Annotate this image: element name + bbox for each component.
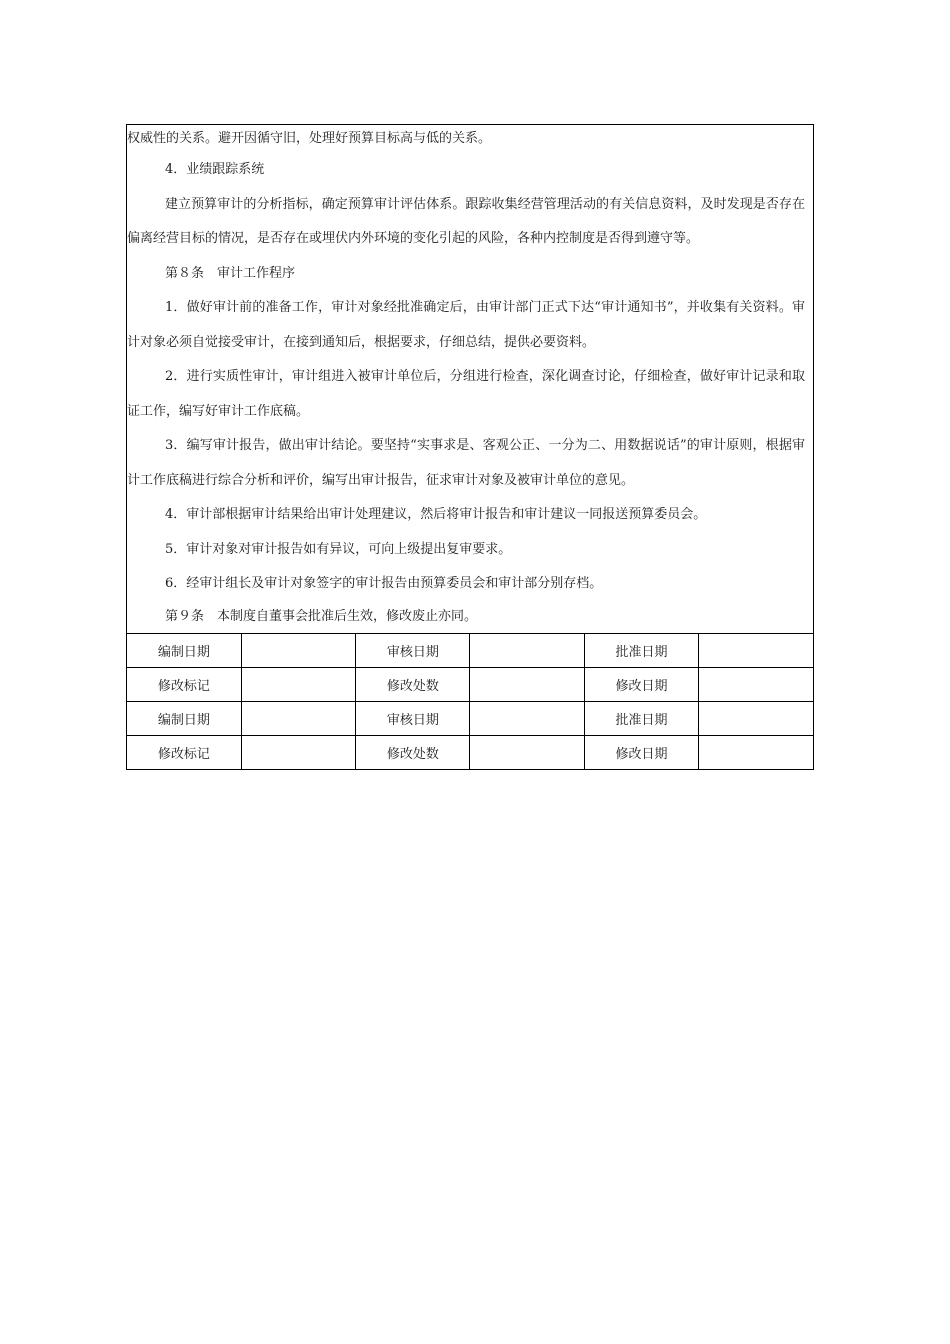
approval-table [127,633,813,769]
table-cell-value [699,701,813,735]
procedure-step-6: 6．经审计组长及审计对象签字的审计报告由预算委员会和审计部分别存档。 [165,576,603,591]
procedure-step-4: 4．审计部根据审计结果给出审计处理建议，然后将审计报告和审计建议一同报送预算委员会。 [165,507,707,522]
procedure-step-1: 1．做好审计前的准备工作，审计对象经批准确定后，由审计部门正式下达“审计通知书”，并收集有关资料。审计对象必须自觉接受审计，在接到通知后，根据要求，仔细总结，提供必要资料。 [127,300,805,350]
table-cell-label: 修改标记 [127,667,241,701]
table-cell-label: 批准日期 [584,701,698,735]
table-cell-label: 编制日期 [127,633,241,667]
document-frame [126,124,814,770]
table-row [127,667,813,701]
procedure-step-2: 2．进行实质性审计，审计组进入被审计单位后，分组进行检查，深化调查讨论，仔细检查，做好审计记录和取证工作，编写好审计工作底稿。 [127,369,805,419]
table-cell-value [241,667,355,701]
table-cell-label: 修改日期 [584,667,698,701]
paragraph-tracking-detail: 建立预算审计的分析指标，确定预算审计评估体系。跟踪收集经营管理活动的有关信息资料，及时发现是否存在偏离经营目标的情况，是否存在或埋伏内外环境的变化引起的风险，各种内控制度是否得到遵守等。 [127,196,805,246]
table-cell-label: 修改日期 [584,735,698,769]
table-cell-label: 审核日期 [356,633,470,667]
table-cell-value [699,667,813,701]
document-body [127,125,813,632]
procedure-step-3: 3．编写审计报告，做出审计结论。要坚持“实事求是、客观公正、一分为二、用数据说话”的审计原则，根据审计工作底稿进行综合分析和评价，编写出审计报告，征求审计对象及被审计单位的意见。 [127,438,805,488]
table-cell-value [470,735,584,769]
table-row [127,701,813,735]
article-8-heading: 第８条 审计工作程序 [165,265,296,281]
table-cell-value [241,701,355,735]
table-cell-label: 修改处数 [356,735,470,769]
article-9: 第９条 本制度自董事会批准后生效，修改废止亦同。 [165,608,478,624]
paragraph-continuation: 权威性的关系。避开因循守旧，处理好预算目标高与低的关系。 [127,131,492,146]
heading-performance-tracking: 4．业绩跟踪系统 [165,162,265,177]
table-row [127,633,813,667]
table-cell-label: 修改处数 [356,667,470,701]
table-cell-label: 修改标记 [127,735,241,769]
table-cell-value [470,633,584,667]
table-cell-label: 审核日期 [356,701,470,735]
table-cell-value [241,735,355,769]
table-cell-label: 批准日期 [584,633,698,667]
table-cell-value [699,735,813,769]
table-cell-value [470,667,584,701]
table-cell-label: 编制日期 [127,701,241,735]
procedure-step-5: 5．审计对象对审计报告如有异议，可向上级提出复审要求。 [165,541,512,557]
table-cell-value [241,633,355,667]
table-row [127,735,813,769]
table-cell-value [699,633,813,667]
table-cell-value [470,701,584,735]
